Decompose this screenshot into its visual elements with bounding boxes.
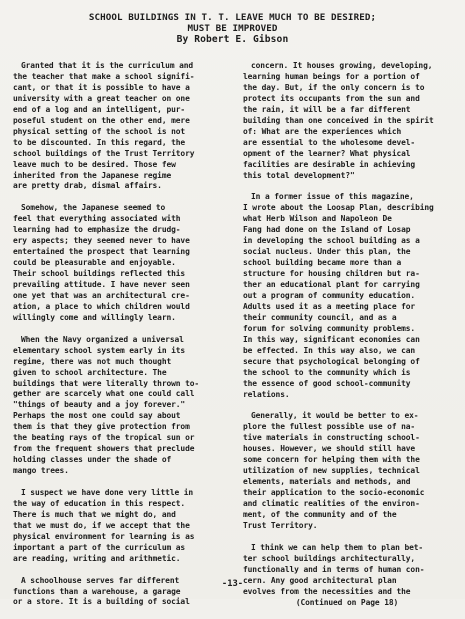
text-line: Perhaps the most one could say about [13, 411, 181, 421]
text-line: the way of education in this respect. [13, 498, 186, 508]
article-title-line-2: MUST BE IMPROVED [187, 23, 278, 35]
text-line: ery aspects; they seemed never to have [13, 236, 190, 246]
text-line: protect its occupants from the sun and [243, 93, 420, 103]
text-line: out a program of community education. [243, 290, 416, 300]
paragraph [13, 61, 221, 192]
text-line: willingly come and willingly learn. [13, 312, 176, 322]
text-line: opment of the learner? What physical [243, 148, 411, 158]
text-line: There is much that we might do, and [13, 509, 176, 519]
text-line: of: What are the experiences which [243, 126, 402, 136]
text-line: their community council, and as a [243, 312, 397, 322]
text-line: "things of beauty and a joy forever." [13, 400, 186, 410]
text-line: and climatic realities of the environ- [243, 499, 420, 508]
text-line: from the frequent showers that preclude [13, 444, 195, 454]
text-line: cern. Any good architectural plan [243, 575, 397, 585]
text-line: utilization of new supplies, technical [243, 466, 420, 476]
text-line: to be discounted. In this regard, the [13, 137, 186, 147]
text-line: Adults used it as a meeting place for [243, 301, 416, 311]
text-line: Generally, it would be better to ex- [251, 411, 419, 421]
text-line: Granted that it is the curriculum and [21, 61, 194, 70]
text-line: or a store. It is a building of social [13, 597, 190, 607]
text-line: plore the fullest possible use of na- [243, 422, 416, 432]
text-line: buildings that were literally thrown to- [13, 378, 200, 388]
text-line: evolves from the necessities and the [243, 586, 411, 596]
text-line: A schoolhouse serves far different [21, 575, 180, 585]
text-line: the rain, it will be a far different [243, 104, 411, 114]
text-line: ther an educational plant for carrying [243, 280, 420, 289]
text-line: the essence of good school-community [243, 378, 411, 388]
text-line: this total development?" [243, 170, 355, 180]
text-line: I suspect we have done very little in [21, 487, 194, 497]
paragraph [13, 203, 221, 323]
article-header [10, 12, 455, 46]
article-title-line-1: SCHOOL BUILDINGS IN T. T. LEAVE MUCH TO BE DESIRED; [88, 12, 377, 23]
text-line: one yet that was an architectural cre- [13, 290, 190, 300]
text-line: poseful student on the other end, mere [13, 115, 190, 125]
text-line: leave much to be desired. Those few [13, 159, 176, 169]
paragraph [243, 411, 451, 531]
text-line: ter school buildings architecturally, [243, 553, 416, 563]
text-line: could be pleasurable and enjoyable. [13, 258, 176, 268]
text-line: When the Navy organized a universal [21, 334, 184, 344]
right-column [243, 61, 451, 619]
text-line: Trust Territory. [243, 520, 318, 530]
text-line: inherited from the Japanese regime [13, 170, 172, 180]
text-line: elementary school system early in its [13, 345, 186, 355]
text-line: mango trees. [13, 466, 69, 476]
text-line: holding classes under the shade of [13, 455, 172, 465]
text-line: school building became more than a [243, 258, 402, 268]
text-line: learning human beings for a portion of [243, 71, 420, 81]
text-line: are essential to the wholesome devel- [243, 137, 416, 147]
paragraph [13, 335, 221, 477]
text-line: houses. However, we should still have [243, 444, 416, 454]
text-line: In this way, significant economies can [243, 334, 420, 344]
continued-note: (Continued on Page 18) [295, 597, 399, 607]
text-line: physical environment for learning is as [13, 531, 195, 541]
text-line: learning had to emphasize the drudg- [13, 225, 181, 235]
text-line: structure for housing children but ra- [243, 269, 420, 279]
text-line: the school to the community which is [243, 367, 411, 377]
paragraph [13, 488, 221, 565]
text-line: are pretty drab, dismal affairs. [13, 181, 162, 191]
text-line: Somehow, the Japanese seemed to [21, 203, 166, 213]
text-line: tive materials in constructing school- [243, 433, 420, 443]
text-line: I wrote about the Loosap Plan, describing [243, 203, 434, 213]
text-line: Fang had done on the Island of Losap [243, 225, 411, 235]
text-line: In a former issue of this magazine, [251, 192, 414, 202]
text-line: forum for solving community problems. [243, 323, 416, 333]
text-line: elements, materials and methods, and [243, 477, 411, 487]
text-line: ment, of the community and of the [243, 509, 397, 519]
text-line: entertained the prospect that learning [13, 247, 190, 257]
text-line: what Herb Wilson and Napoleon De [243, 214, 392, 224]
text-line: functions than a warehouse, a garage [13, 586, 181, 596]
text-line: Their school buildings reflected this [13, 269, 186, 279]
text-line: end of a log and an intelligent, pur- [13, 104, 186, 114]
text-line: functionally and in terms of human con- [243, 564, 425, 574]
text-line: I think we can help them to plan bet- [251, 542, 424, 552]
text-line: them is that they give protection from [13, 422, 190, 432]
text-line: prevailing attitude. I have never seen [13, 280, 190, 289]
text-line: regime, there was not much thought [13, 356, 172, 366]
text-line: are reading, writing and arithmetic. [13, 553, 181, 563]
paragraph [243, 61, 451, 181]
text-line: university with a great teacher on one [13, 93, 190, 103]
text-line: concern. It houses growing, developing, [251, 61, 433, 70]
paragraph [243, 192, 451, 400]
text-line: cant, or that it is possible to have a [13, 82, 190, 92]
text-line: facilities are desirable in achieving [243, 159, 416, 169]
text-line: important a part of the curriculum as [13, 542, 186, 552]
text-line: the beating rays of the tropical sun or [13, 433, 195, 443]
page-number: -13- [221, 579, 244, 589]
text-line: school buildings of the Trust Territory [13, 148, 195, 158]
text-line: social nucleus. Under this plan, the [243, 247, 411, 257]
text-line: the day. But, if the only concern is to [243, 82, 425, 92]
text-line: be effected. In this way also, we can [243, 345, 416, 355]
text-line: ation, a place to which children would [13, 301, 190, 311]
text-line: the teacher that make a school signifi- [13, 71, 195, 81]
text-line: given to school architecture. The [13, 367, 167, 377]
text-line: building than one conceived in the spirit [243, 115, 434, 125]
text-line: that we must do, if we accept that the [13, 520, 190, 530]
text-line: gether are scarcely what one could call [13, 389, 195, 399]
text-line: physical setting of the school is not [13, 126, 186, 136]
text-line: in developing the school building as a [243, 236, 420, 246]
text-line: relations. [243, 389, 290, 399]
text-line: secure that psychological belonging of [243, 356, 420, 366]
text-line: feel that everything associated with [13, 214, 181, 224]
left-column [13, 61, 221, 619]
text-line: their application to the socio-economic [243, 488, 425, 498]
text-line: some concern for helping them with the [243, 455, 420, 465]
article-author: By Robert E. Gibson [176, 34, 289, 46]
